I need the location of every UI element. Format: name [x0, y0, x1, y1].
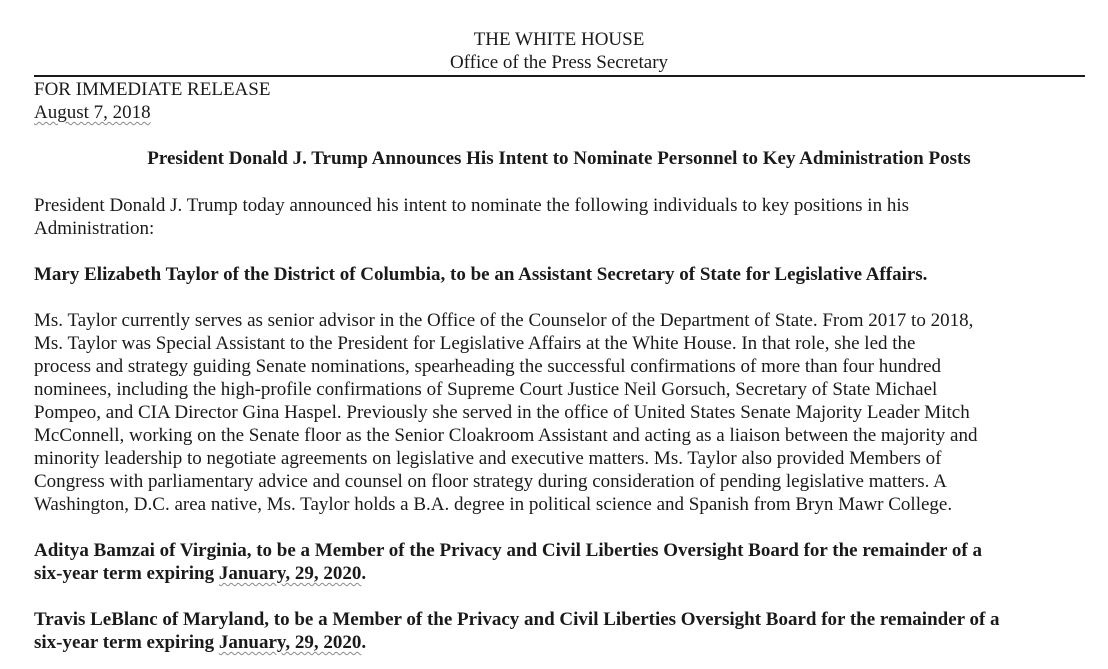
intro-line-1: President Donald J. Trump today announced his intent to nominate the following individuals to key positions in his [34, 195, 910, 216]
taylor-bio-line-4: nominees, including the high-profile confirmations of Supreme Court Justice Neil Gorsuch, Secretary of State Michael [34, 379, 938, 400]
taylor-bio-line-6: McConnell, working on the Senate floor as the Senior Cloakroom Assistant and acting as a liaison between the majority and [34, 425, 978, 446]
taylor-bio-line-8: Congress with parliamentary advice and counsel on floor strategy during consideration of pending legislative matters. A [34, 471, 947, 492]
release-date [34, 102, 151, 124]
release-date-text: August 7, 2018 [34, 102, 151, 123]
taylor-bio-line-7: minority leadership to negotiate agreements on legislative and executive matters. Ms. Taylor also provided Members of [34, 448, 942, 469]
bamzai-term-period: . [361, 563, 367, 584]
nominee-taylor-heading: Mary Elizabeth Taylor of the District of Columbia, to be an Assistant Secretary of State for Legislative Affairs. [34, 264, 928, 285]
nominee-bamzai-heading-line-1: Aditya Bamzai of Virginia, to be a Member of the Privacy and Civil Liberties Oversight Board for the remainder of a [34, 540, 982, 561]
nominee-leblanc-heading-line-1: Travis LeBlanc of Maryland, to be a Member of the Privacy and Civil Liberties Oversight Board for the remainder of a [34, 609, 1000, 630]
bamzai-term-date: January, 29, 2020 [218, 563, 362, 584]
intro-line-2: Administration: [34, 218, 155, 239]
taylor-bio-line-9: Washington, D.C. area native, Ms. Taylor holds a B.A. degree in political science and Spanish from Bryn Mawr College. [34, 494, 953, 515]
release-title: President Donald J. Trump Announces His Intent to Nominate Personnel to Key Administration Posts [147, 148, 971, 169]
taylor-bio-line-1: Ms. Taylor currently serves as senior advisor in the Office of the Counselor of the Department of State. From 2017 to 2018, [34, 310, 974, 331]
nominee-leblanc-heading-line-2 [34, 632, 366, 654]
leblanc-term-period: . [361, 632, 367, 653]
org-name: THE WHITE HOUSE [473, 29, 645, 50]
nominee-bamzai-heading-line-2 [34, 563, 366, 585]
leblanc-term-prefix: six-year term expiring [34, 632, 219, 653]
taylor-bio-line-2: Ms. Taylor was Special Assistant to the President for Legislative Affairs at the White House. In that role, she led the [34, 333, 916, 354]
bamzai-term-prefix: six-year term expiring [34, 563, 219, 584]
office-name: Office of the Press Secretary [449, 52, 669, 73]
header-rule [34, 75, 1085, 77]
taylor-bio-line-5: Pompeo, and CIA Director Gina Haspel. Previously she served in the office of United States Senate Majority Leader Mitch [34, 402, 970, 423]
release-label: FOR IMMEDIATE RELEASE [34, 79, 271, 100]
taylor-bio-line-3: process and strategy guiding Senate nominations, spearheading the successful confirmations of more than four hundred [34, 356, 942, 377]
leblanc-term-date: January, 29, 2020 [218, 632, 362, 653]
